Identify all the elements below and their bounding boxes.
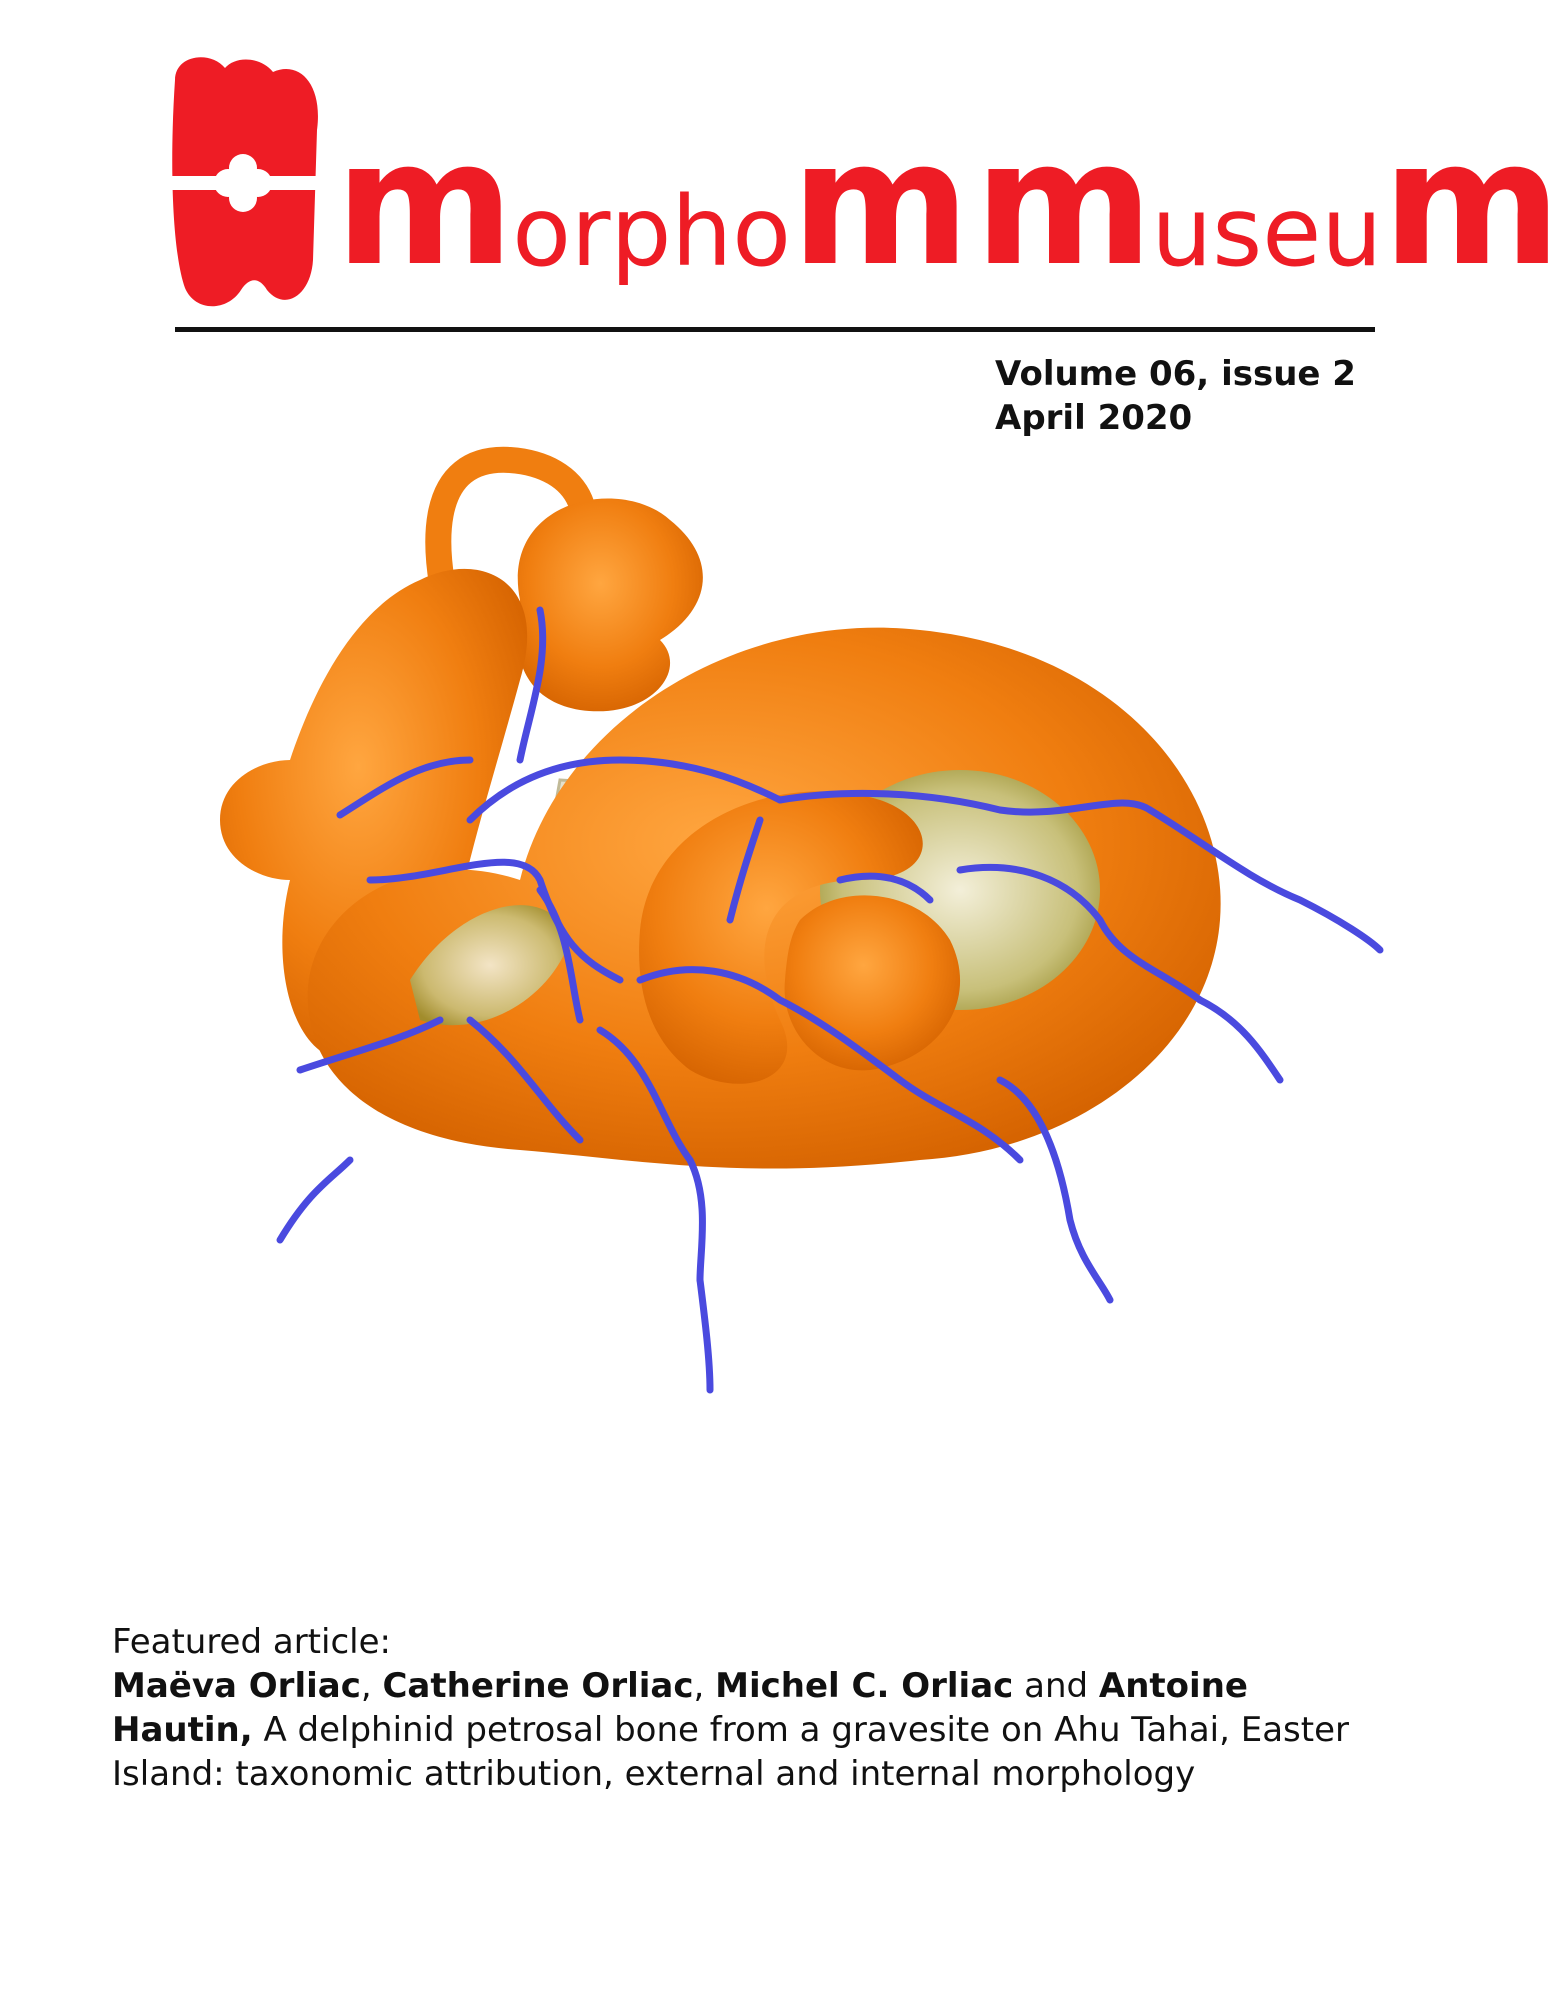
author-and: and bbox=[1013, 1666, 1099, 1706]
article-title: A delphinid petrosal bone from a gravesite on Ahu Tahai, Easter Island: taxonomic attribution, external and internal morphology bbox=[112, 1710, 1349, 1794]
wordmark-m2: m bbox=[790, 103, 969, 304]
wordmark-orpho: orpho bbox=[512, 176, 791, 288]
vestibule bbox=[517, 498, 703, 711]
cover-figure bbox=[220, 460, 1400, 1560]
journal-wordmark bbox=[335, 90, 1559, 304]
issue-info bbox=[995, 352, 1356, 440]
volume-line: Volume 06, issue 2 bbox=[995, 354, 1356, 394]
masthead-divider bbox=[175, 327, 1375, 332]
featured-citation bbox=[112, 1664, 1372, 1796]
author-separator: , bbox=[360, 1666, 383, 1706]
author-3: Michel C. Orliac bbox=[715, 1666, 1014, 1706]
tooth-logo-icon bbox=[155, 50, 325, 320]
author-4: Antoine Hautin, bbox=[112, 1666, 1248, 1750]
date-line: April 2020 bbox=[995, 398, 1193, 438]
wordmark-m3: m bbox=[974, 103, 1152, 304]
featured-article bbox=[112, 1620, 1372, 1796]
wordmark-m4: m bbox=[1382, 103, 1559, 304]
author-1: Maëva Orliac bbox=[112, 1666, 361, 1706]
wordmark-useu: useu bbox=[1151, 176, 1383, 288]
author-separator: , bbox=[693, 1666, 716, 1706]
wordmark-m1: m bbox=[335, 103, 513, 304]
masthead bbox=[155, 50, 1559, 320]
featured-heading: Featured article: bbox=[112, 1622, 391, 1662]
author-2: Catherine Orliac bbox=[382, 1666, 694, 1706]
